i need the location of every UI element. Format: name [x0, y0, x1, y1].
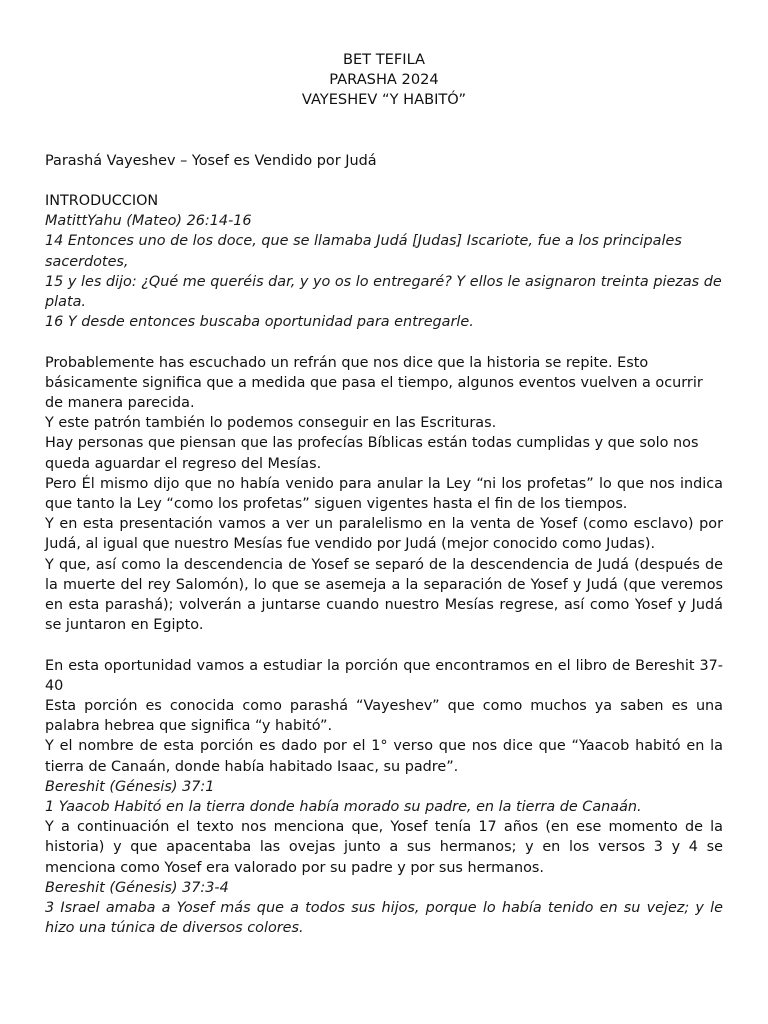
paragraph: Y el nombre de esta porción es dado por el 1° verso que nos dice que “Yaacob habitó en la tierra de Canaán, donde había habitado Isaac, su padre”. [45, 738, 723, 775]
paragraph: Pero Él mismo dijo que no había venido para anular la Ley “ni los profetas” lo que nos indica que tanto la Ley “como los profetas” siguen vigentes hasta el fin de los tiempos. [45, 475, 723, 513]
header-line-2: PARASHA 2024 [329, 71, 439, 89]
paragraph: Probablemente has escuchado un refrán que nos dice que la historia se repite. Esto básicamente significa que a medida que pasa el tiempo, algunos eventos vuelven a ocurrir de manera parecida. [45, 354, 703, 412]
paragraph: Esta porción es conocida como parashá “Vayeshev” que como muchos ya saben es una palabra hebrea que significa “y habitó”. [45, 698, 723, 735]
spacer [45, 332, 723, 352]
verse-1: 1 Yaacob Habitó en la tierra donde había morado su padre, en la tierra de Canaán. [45, 799, 642, 816]
scripture-reference: Bereshit (Génesis) 37:1 [45, 778, 215, 795]
header-line-1: BET TEFILA [342, 51, 426, 68]
verse-16: 16 Y desde entonces buscaba oportunidad para entregarle. [45, 314, 474, 331]
paragraph: Hay personas que piensan que las profecías Bíblicas están todas cumplidas y que solo nos queda aguardar el regreso del Mesías. [45, 435, 699, 472]
spacer [45, 635, 723, 655]
scripture-reference: Bereshit (Génesis) 37:3-4 [45, 879, 229, 896]
spacer [45, 171, 723, 191]
paragraph: En esta oportunidad vamos a estudiar la porción que encontramos en el libro de Bereshit 37-40 [45, 657, 723, 694]
paragraph: Y en esta presentación vamos a ver un paralelismo en la venta de Yosef (como esclavo) por Judá, al igual que nuestro Mesías fue vendido por Judá (mejor conocido como Judas). [45, 516, 723, 553]
document-subtitle: Parashá Vayeshev – Yosef es Vendido por Judá [45, 152, 377, 169]
verse-14-line-2: sacerdotes, [45, 253, 129, 270]
verse-15-line-1: 15 y les dijo: ¿Qué me queréis dar, y yo os lo entregaré? Y ellos le asignaron treinta piezas de [45, 273, 722, 290]
document-header [45, 50, 723, 111]
paragraph: Y a continuación el texto nos menciona que, Yosef tenía 17 años (en ese momento de la historia) y que apacentaba las ovejas junto a sus hermanos; y en los versos 3 y 4 se menciona como Yosef era valorado por su padre y por sus hermanos. [45, 819, 723, 876]
intro-heading: INTRODUCCION [45, 193, 159, 209]
header-line-3: VAYESHEV “Y HABITÓ” [301, 91, 467, 109]
verse-3: 3 Israel amaba a Yosef más que a todos sus hijos, porque lo había tenido en su vejez; y le hizo una túnica de diversos colores. [45, 900, 723, 937]
intro-reference: MatittYahu (Mateo) 26:14-16 [45, 213, 252, 230]
paragraph: Y este patrón también lo podemos conseguir en las Escrituras. [45, 415, 497, 432]
verse-15-line-2: plata. [45, 294, 86, 311]
paragraph: Y que, así como la descendencia de Yosef se separó de la descendencia de Judá (después de la muerte del rey Salomón), lo que se asemeja a la separación de Yosef y Judá (que veremos en esta parashá); volverán a juntarse cuando nuestro Mesías regrese, así como Yosef y Judá se juntaron en Egipto. [45, 556, 723, 634]
verse-14-line-1: 14 Entonces uno de los doce, que se llamaba Judá [Judas] Iscariote, fue a los principales [45, 233, 682, 250]
